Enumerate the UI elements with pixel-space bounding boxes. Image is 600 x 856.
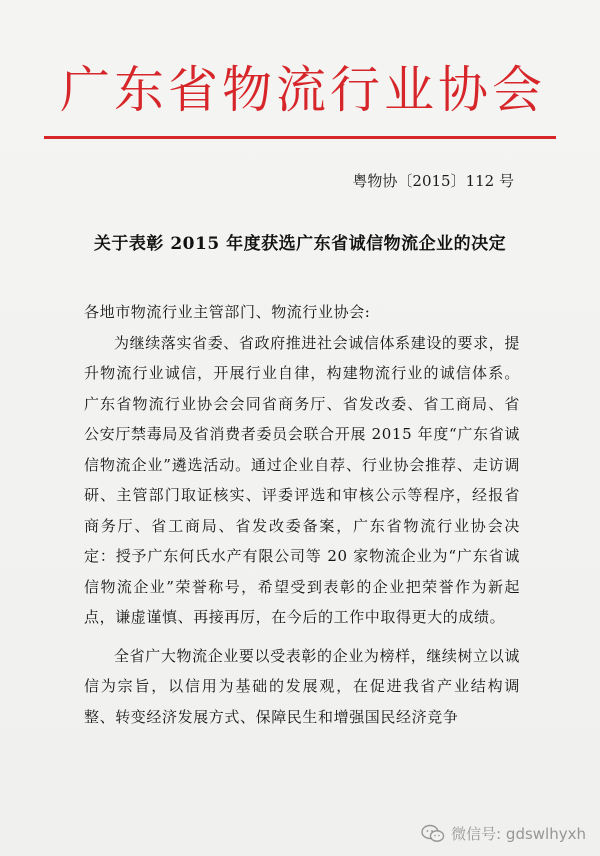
body-paragraph-1: 为继续落实省委、省政府推进社会诚信体系建设的要求，提升物流行业诚信，开展行业自律，构建物流行业的诚信体系。广东省物流行业协会会同省商务厅、省发改委、省工商局、省公安厅禁毒局及省消费者委员会联合开展 2015 年度“广东省诚信物流企业”遴选活动。通过企业自荐、行业协会推荐、走访调研、主管部门取证核实、评委评选和审核公示等程序，经报省商务厅、省工商局、省发改委备案，广东省物流行业协会决定：授予广东何氏水产有限公司等 20 家物流企业为“广东省诚信物流企业”荣誉称号，希望受到表彰的企业把荣誉作为新起点，谦虚谨慎、再接再厉，在今后的工作中取得更大的成绩。 <box>84 333 520 626</box>
document-number: 粤物协〔2015〕112 号 <box>352 172 514 190</box>
salutation: 各地市物流行业主管部门、物流行业协会: <box>84 303 371 321</box>
body-paragraph-2: 全省广大物流企业要以受表彰的企业为榜样，继续树立以诚信为宗旨，以信用为基础的发展观，在促进我省产业结构调整、转变经济发展方式、保障民生和增强国民经济竞争 <box>84 646 520 726</box>
watermark-text: 微信号: gdswlhyxh <box>451 825 586 843</box>
wechat-icon <box>421 824 445 844</box>
document-title: 关于表彰 2015 年度获选广东省诚信物流企业的决定 <box>93 234 507 254</box>
header-divider <box>44 136 556 139</box>
wechat-watermark <box>421 823 586 844</box>
document-body <box>84 297 520 732</box>
org-title: 广东省物流行业协会 <box>60 61 546 119</box>
